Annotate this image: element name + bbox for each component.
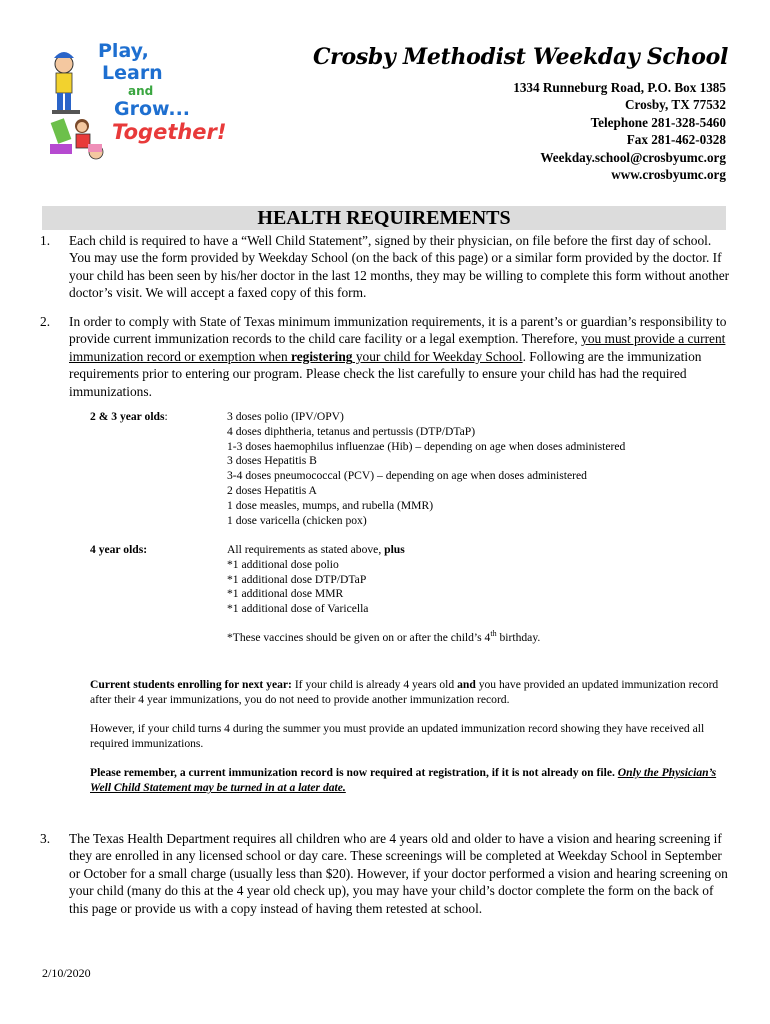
logo-word-and: and xyxy=(128,84,154,98)
immunization-list-4 xyxy=(227,543,405,617)
school-name: Crosby Methodist Weekday School xyxy=(312,44,728,70)
note-text: *These vaccines should be given on or after the child’s 4 xyxy=(227,631,491,644)
note-text: If your child is already 4 years old xyxy=(291,678,458,691)
item-number: 3. xyxy=(40,831,51,846)
age-label-text: 2 & 3 year olds xyxy=(90,410,165,423)
age-label-4: 4 year olds: xyxy=(90,543,148,556)
school-logo xyxy=(40,40,227,168)
fax-line: Fax 281-462-0328 xyxy=(626,132,726,148)
list-item: 1-3 doses haemophilus influenzae (Hib) – depending on age when doses administered xyxy=(227,439,626,453)
list-item xyxy=(227,543,405,558)
list-item: 3 doses polio (IPV/OPV) xyxy=(227,410,344,423)
list-item: *1 additional dose polio xyxy=(227,557,339,571)
city-state-line: Crosby, TX 77532 xyxy=(624,97,726,113)
list-item: 3 doses Hepatitis B xyxy=(227,454,317,468)
note-bold: and xyxy=(457,678,476,691)
current-students-note xyxy=(90,677,730,707)
list-item: 1 dose varicella (chicken pox) xyxy=(227,513,367,527)
item-text-bold: registering xyxy=(291,348,353,364)
logo-word-play: Play, xyxy=(98,40,149,62)
page-title: HEALTH REQUIREMENTS xyxy=(42,206,726,230)
logo-text xyxy=(98,40,227,144)
item-number: 1. xyxy=(40,233,51,248)
list-item-bold: plus xyxy=(384,543,405,556)
item-text-part: . Following are the immunization requirements prior to entering our program. Please check the list carefully to ensure your child has had the required immunizations. xyxy=(69,348,702,399)
age-label-colon: : xyxy=(164,410,168,423)
logo-word-together: Together! xyxy=(112,120,227,144)
summer-note: However, if your child turns 4 during the summer you must provide an updated immunization record showing they have received all required immunizations. xyxy=(90,722,705,750)
item-text-part: In order to comply with State of Texas minimum immunization requirements, it is a parent’s or guardian’s responsibility to provide current immunization records to the child care facility or a legal exemption. Therefore, xyxy=(69,314,727,347)
list-item: *1 additional dose of Varicella xyxy=(227,602,369,616)
note-text: you have provided an updated immunization record after their 4 year immunizations, you do not need to provide another immunization record. xyxy=(90,678,719,706)
footer-date: 2/10/2020 xyxy=(42,966,91,980)
address-line: 1334 Runneburg Road, P.O. Box 1385 xyxy=(513,80,726,95)
logo-word-grow: Grow... xyxy=(114,98,191,120)
list-item-3 xyxy=(40,830,730,917)
item-text: Each child is required to have a “Well Child Statement”, signed by their physician, on file before the first day of school. You may use the form provided by Weekday School (on the back of this page) or a similar form provided by the doctor. If your child has been seen by his/her doctor in the last 12 months, they may be willing to complete this form without another doctor’s visit. We will accept a faxed copy of this form. xyxy=(69,233,730,301)
school-address-block xyxy=(400,79,726,183)
vaccine-timing-note xyxy=(227,631,540,646)
reminder-emphasis: Only the Physician’s Well Child Statement may be turned in at a later date. xyxy=(90,766,717,794)
logo-word-learn: Learn xyxy=(102,62,163,84)
list-item-1 xyxy=(40,232,730,302)
list-item: *1 additional dose MMR xyxy=(227,587,344,601)
reminder-text: Please remember, a current immunization record is now required at registration, if it is not already on file. xyxy=(90,766,618,779)
list-item: 1 dose measles, mumps, and rubella (MMR) xyxy=(227,498,434,512)
item-text: The Texas Health Department requires all children who are 4 years old and older to have a vision and hearing screening if they are enrolled in any licensed school or day care. These screenings will be completed at Weekday School in September or October for a small charge (usually less than $20). However, if your doctor performed a vision and hearing screening on your child (many do this at the 4 year old check up), you may have your child’s doctor complete the form on the back of this page or provide us with a copy instead of having them retested at school. xyxy=(69,831,728,916)
immunization-list-2-3 xyxy=(227,410,625,528)
list-item: 2 doses Hepatitis A xyxy=(227,483,317,497)
website-line: www.crosbyumc.org xyxy=(611,167,726,183)
note-superscript: th xyxy=(490,629,497,639)
note-text: birthday. xyxy=(496,631,541,644)
item-text-part: you must provide a current immunization record or exemption when xyxy=(69,331,726,364)
note-heading: Current students enrolling for next year: xyxy=(90,678,292,691)
list-item-text: All requirements as stated above, xyxy=(227,543,385,556)
list-item: 3-4 doses pneumococcal (PCV) – depending on age when doses administered xyxy=(227,469,587,483)
list-item: 4 doses diphtheria, tetanus and pertussis (DTP/DTaP) xyxy=(227,424,476,438)
age-label-2-3 xyxy=(90,410,168,425)
item-text-part: your child for Weekday School xyxy=(352,348,523,364)
item-number: 2. xyxy=(40,314,51,329)
list-item-2 xyxy=(40,313,730,400)
list-item: *1 additional dose DTP/DTaP xyxy=(227,572,367,586)
item-text xyxy=(69,313,730,400)
email-line: Weekday.school@crosbyumc.org xyxy=(540,149,726,165)
telephone-line: Telephone 281-328-5460 xyxy=(590,114,726,130)
registration-reminder xyxy=(90,765,730,795)
